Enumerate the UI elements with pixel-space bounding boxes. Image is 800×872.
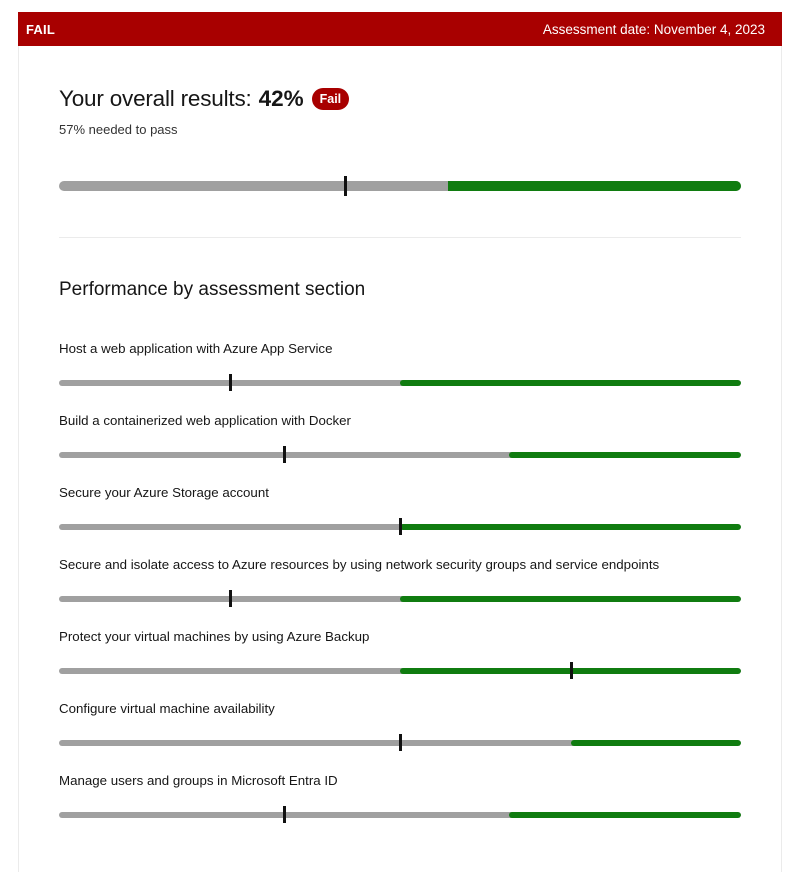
score-track	[59, 452, 741, 458]
passing-zone	[400, 596, 741, 602]
section-label: Manage users and groups in Microsoft Entra ID	[59, 773, 338, 788]
divider	[59, 237, 741, 238]
assessment-date: Assessment date: November 4, 2023	[542, 21, 765, 37]
section-score-bar	[59, 812, 741, 818]
result-header-bar	[18, 12, 782, 46]
passing-zone	[509, 452, 741, 458]
section-label: Secure your Azure Storage account	[59, 485, 269, 500]
passing-zone	[400, 380, 741, 386]
result-status: FAIL	[26, 21, 55, 37]
overall-score: 42%	[258, 86, 304, 111]
overall-results-title	[59, 86, 349, 112]
overall-results-label: Your overall results:	[59, 86, 252, 111]
fail-badge: Fail	[312, 88, 350, 110]
passing-zone	[400, 524, 741, 530]
section-score-bar	[59, 596, 741, 602]
score-marker	[283, 446, 286, 463]
section-label: Protect your virtual machines by using Azure Backup	[59, 629, 370, 644]
score-marker	[283, 806, 286, 823]
score-marker	[344, 176, 347, 196]
score-marker	[399, 734, 402, 751]
section-label: Secure and isolate access to Azure resources by using network security groups and service endpoints	[59, 557, 660, 572]
section-score-bar	[59, 380, 741, 386]
score-track	[59, 380, 741, 386]
score-track	[59, 668, 741, 674]
section-label: Configure virtual machine availability	[59, 701, 275, 716]
passing-zone	[571, 740, 742, 746]
section-score-bar	[59, 524, 741, 530]
score-track	[59, 596, 741, 602]
overall-score-bar	[59, 181, 741, 191]
passing-zone	[509, 812, 741, 818]
score-marker	[570, 662, 573, 679]
score-marker	[229, 374, 232, 391]
score-marker	[229, 590, 232, 607]
score-marker	[399, 518, 402, 535]
score-track	[59, 181, 741, 191]
section-score-bar	[59, 668, 741, 674]
score-track	[59, 812, 741, 818]
section-score-bar	[59, 452, 741, 458]
section-label: Host a web application with Azure App Service	[59, 341, 333, 356]
passing-zone	[448, 181, 741, 191]
section-label: Build a containerized web application with Docker	[59, 413, 351, 428]
section-performance-heading: Performance by assessment section	[59, 279, 366, 300]
section-score-bar	[59, 740, 741, 746]
pass-threshold-text: 57% needed to pass	[59, 122, 178, 137]
